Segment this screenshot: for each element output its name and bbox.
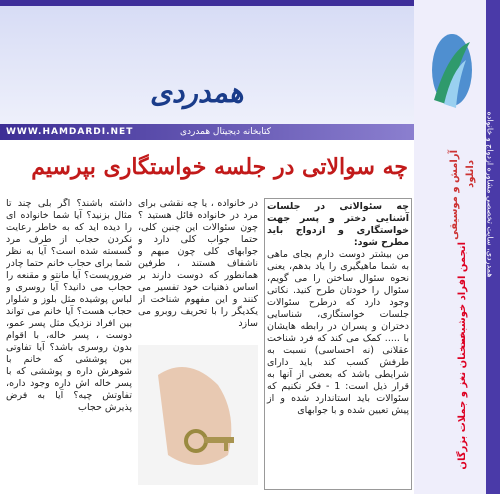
library-name: کتابخانه دیجیتال همدردی: [180, 127, 271, 137]
header: [0, 6, 414, 124]
key-hand-image: [138, 345, 258, 485]
vertical-title: همدردی، سایت تخصصی مشاوره ازدواج و خانواده: [485, 111, 495, 278]
sidebar: [414, 0, 500, 494]
logo-icon: [424, 30, 474, 110]
site-url[interactable]: WWW.HAMDARDI.NET: [6, 127, 134, 137]
sidebar-link-forum[interactable]: انجمن افراد خوشبخت: [457, 242, 468, 349]
article-text-right: من بیشتر دوست دارم بجای ماهی به شما ماهیگیری را یاد بدهم، یعنی نحوه سئوال ساختن را می گویم، سئوال را خودتان طرح کنید. نکاتی وجود دارد که درطرح سئوالات جلسات خواستگاری، شناسایی دختران و پسران در رابطه هایشان با ..... کمک می کند که فرد شناخت عقلانی (نه احساسی) نسبت به طرفش کسب کند باید دارای شرایطی باشد که بعضی از آنها به قرار ذیل است: 1 - فکر نکنیم که سئوالات باید استاندارد شده و از پیش تعیین شده و با جوابهای: [267, 249, 409, 416]
article-title: چه سوالاتی در جلسه خواستگاری بپرسیم: [31, 154, 408, 180]
article-column-left: داشته باشند؟ اگر بلی چند تا مثال بزنید؟ آیا شما خانواده ای را دیده اید که به خاطر رعایت نکردن حجاب از طرف مرد گسسته شده است؟ آیا به نظر شما برای حجاب خانم حتما چادر ضروریست؟ آیا مانتو و مقنعه را حجاب می دانید؟ آیا روسری و لباس پوشیده مثل بلوز و شلوار حجاب هست؟ آیا خانم می تواند بین افراد نزدیک مثل پسر عمو، دوست ، پسر خاله، با اقوام بدون روسری باشد؟ آیا تفاوتی بین پوششی که خانم با شوهرش داره و پوششی که با پسر خاله اش داره وجود داره، تفاوتش چیه؟ آیا به فرض پذیرش حجاب: [6, 198, 132, 413]
article-title-box: [6, 146, 408, 194]
sidebar-link-download[interactable]: دانلود: [465, 160, 476, 188]
article-column-right: [264, 198, 412, 490]
article-heading: چه سئوالاتی در جلسات آشنایی دختر و پسر جهت خواستگاری و ازدواج باید مطرح شود:: [267, 201, 409, 248]
brand-title[interactable]: همدردی: [150, 76, 244, 109]
sidebar-link-music[interactable]: آرامش و موسیقی: [449, 150, 460, 240]
article-column-middle: در خانواده ، یا چه نقشی برای مرد در خانواده قائل هستید ؟ چون سئوالات این چنین کلی، حتما جواب کلی دارد و جوابهای کلی چون مبهم و ناشفاف هستند ، طرفین همانطور که دوست دارند بر اساس ذهنیات خود تفسیر می کنند و این مفهوم شناخت از یکدیگر را با تحریف روبرو می سازد: [138, 198, 258, 329]
sidebar-link-quotes[interactable]: سخنان نغز و جملات بزرگان: [457, 335, 468, 470]
library-bar: [0, 124, 414, 140]
vertical-strip: [486, 0, 500, 494]
